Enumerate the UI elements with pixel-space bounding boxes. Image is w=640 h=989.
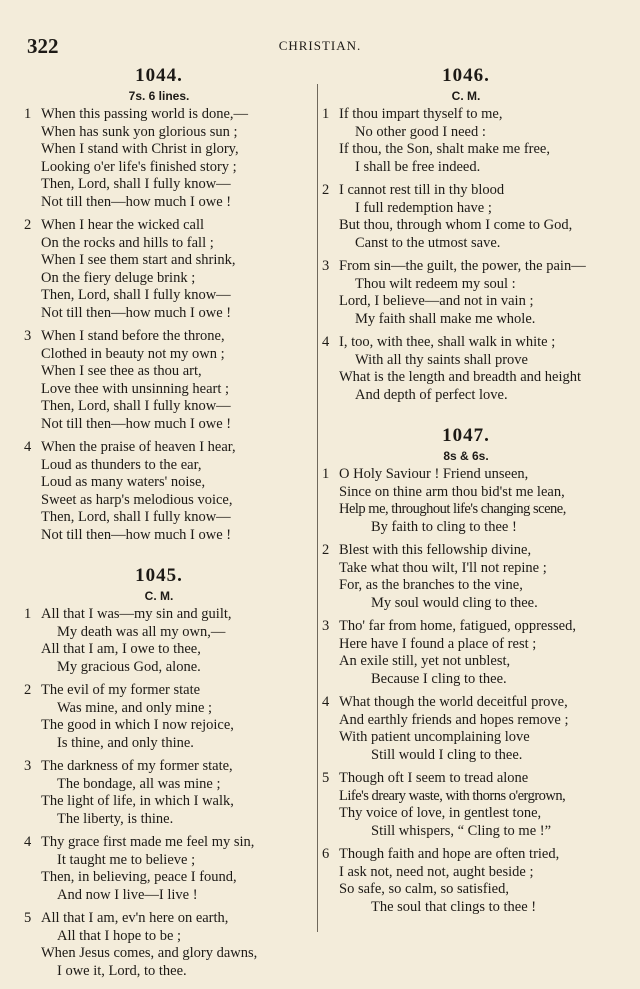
verse-line: When this passing world is done,— (41, 106, 249, 122)
verse-line: Still would I cling to thee. (371, 746, 523, 763)
verse-line: When I hear the wicked call (41, 217, 205, 233)
stanza-number: 4 (322, 694, 330, 710)
hymn-1047 (322, 424, 610, 916)
verse-line: Not till then—how much I owe ! (41, 193, 232, 210)
verse-line: The soul that clings to thee ! (371, 898, 537, 915)
stanza-number: 1 (322, 466, 330, 482)
stanza-number: 6 (322, 846, 330, 862)
verse-line: When I stand with Christ in glory, (41, 141, 239, 157)
stanza-number: 3 (322, 618, 330, 634)
verse-line: Then, Lord, shall I fully know— (41, 398, 231, 414)
verse-line: I ask not, need not, aught beside ; (339, 863, 534, 880)
verse-line: When I see thee as thou art, (41, 363, 202, 379)
stanza-number: 2 (24, 682, 32, 698)
verse-line: From sin—the guilt, the power, the pain— (339, 258, 586, 274)
verse-line: The darkness of my former state, (41, 758, 233, 774)
verse-line: No other good I need : (355, 123, 486, 140)
verse-line: With patient uncomplaining love (339, 729, 530, 745)
verse-line: Not till then—how much I owe ! (41, 526, 232, 543)
stanza (322, 182, 610, 252)
stanza-number: 2 (322, 542, 330, 558)
verse-line: When Jesus comes, and glory dawns, (41, 945, 258, 961)
verse-line: The liberty, is thine. (57, 810, 174, 827)
stanza (322, 258, 610, 328)
hymn-meter: C. M. (451, 89, 481, 103)
verse-line: And depth of perfect love. (355, 386, 508, 403)
hymn-1045 (24, 564, 294, 980)
verse-line: When the praise of heaven I hear, (41, 439, 236, 455)
stanza-number: 1 (322, 106, 330, 122)
verse-line: Then, Lord, shall I fully know— (41, 176, 231, 192)
page-number: 322 (27, 34, 59, 58)
verse-line: Blest with this fellowship divine, (339, 542, 532, 558)
verse-line: If thou impart thyself to me, (339, 106, 503, 122)
verse-line: For, as the branches to the vine, (339, 577, 523, 593)
verse-line: Though oft I seem to tread alone (339, 770, 529, 786)
stanza (322, 846, 610, 916)
verse-line: All that I am, ev'n here on earth, (41, 910, 229, 926)
verse-line: Lord, I believe—and not in vain ; (339, 293, 534, 309)
stanza-number: 1 (24, 606, 32, 622)
stanza-number: 4 (24, 834, 32, 850)
stanza (24, 910, 294, 980)
verse-line: Take what thou wilt, I'll not repine ; (339, 559, 547, 576)
verse-line: What is the length and breadth and height (339, 369, 581, 385)
verse-line: Not till then—how much I owe ! (41, 415, 232, 432)
page-header (0, 34, 640, 58)
stanza (322, 106, 610, 176)
verse-line: The light of life, in which I walk, (41, 793, 234, 809)
stanza-number: 4 (322, 334, 330, 350)
verse-line: When I see them start and shrink, (41, 252, 236, 268)
stanza (24, 217, 294, 322)
verse-line: On the fiery deluge brink ; (41, 269, 196, 286)
stanza (322, 618, 610, 688)
verse-line: My faith shall make me whole. (355, 310, 536, 327)
stanza (24, 106, 294, 211)
verse-line: Looking o'er life's finished story ; (41, 158, 237, 175)
verse-line: Thou wilt redeem my soul : (355, 275, 516, 292)
stanza-number: 5 (24, 910, 32, 926)
verse-line: Because I cling to thee. (371, 670, 507, 687)
verse-line: Thy voice of love, in gentlest tone, (339, 805, 542, 821)
verse-line: What though the world deceitful prove, (339, 694, 568, 710)
left-column (24, 64, 294, 986)
verse-line: Is thine, and only thine. (57, 734, 194, 751)
verse-line: By faith to cling to thee ! (371, 518, 517, 535)
verse-line: Loud as thunders to the ear, (41, 456, 202, 473)
stanza (24, 834, 294, 904)
hymn-meter: 7s. 6 lines. (128, 89, 190, 103)
verse-line: Thy grace first made me feel my sin, (41, 834, 255, 850)
verse-line: On the rocks and hills to fall ; (41, 234, 214, 251)
verse-line: Still whispers, “ Cling to me !” (371, 822, 552, 839)
stanza-number: 2 (322, 182, 330, 198)
hymn-1044 (24, 64, 294, 544)
hymn-number: 1045. (135, 565, 183, 586)
stanza (24, 439, 294, 544)
stanza-number: 1 (24, 106, 32, 122)
verse-line: I cannot rest till in thy blood (339, 182, 505, 198)
verse-line: All that I am, I owe to thee, (41, 641, 201, 657)
stanza-number: 5 (322, 770, 330, 786)
stanza (322, 466, 610, 536)
verse-line: Love thee with unsinning heart ; (41, 380, 230, 397)
column-divider (317, 84, 318, 932)
verse-line: I, too, with thee, shall walk in white ; (339, 334, 556, 350)
verse-line: The good in which I now rejoice, (41, 717, 234, 733)
verse-line: When has sunk yon glorious sun ; (41, 123, 238, 140)
hymn-number: 1044. (135, 65, 183, 86)
hymn-meter: C. M. (144, 589, 174, 603)
verse-line: An exile still, yet not unblest, (339, 653, 511, 669)
verse-line: Sweet as harp's melodious voice, (41, 491, 233, 508)
verse-line: All that I was—my sin and guilt, (41, 606, 232, 622)
verse-line: And now I live—I live ! (57, 886, 198, 903)
stanza-number: 2 (24, 217, 32, 233)
verse-line: Help me, throughout life's changing scene, (339, 501, 566, 517)
hymn-number: 1047. (442, 425, 490, 446)
verse-line: If thou, the Son, shalt make me free, (339, 141, 550, 157)
verse-line: The evil of my former state (41, 682, 201, 698)
verse-line: It taught me to believe ; (57, 851, 196, 868)
stanza (24, 682, 294, 752)
running-head: CHRISTIAN. (278, 38, 362, 53)
verse-line: Canst to the utmost save. (355, 234, 501, 251)
stanza (24, 328, 294, 433)
verse-line: Tho' far from home, fatigued, oppressed, (339, 618, 576, 634)
right-column (322, 64, 610, 922)
verse-line: But thou, through whom I come to God, (339, 217, 573, 233)
verse-line: I shall be free indeed. (355, 158, 481, 175)
verse-line: O Holy Saviour ! Friend unseen, (339, 466, 529, 482)
stanza-number: 4 (24, 439, 32, 455)
hymn-meter: 8s & 6s. (443, 449, 489, 463)
verse-line: The bondage, all was mine ; (57, 775, 221, 792)
verse-line: Not till then—how much I owe ! (41, 304, 232, 321)
verse-line: Was mine, and only mine ; (57, 699, 213, 716)
verse-line: All that I hope to be ; (57, 927, 182, 944)
stanza (322, 542, 610, 612)
verse-line: Life's dreary waste, with thorns o'ergrown, (339, 787, 566, 804)
verse-line: Then, Lord, shall I fully know— (41, 287, 231, 303)
verse-line: Though faith and hope are often tried, (339, 846, 560, 862)
stanza (322, 334, 610, 404)
hymn-1046 (322, 64, 610, 404)
verse-line: Here have I found a place of rest ; (339, 635, 537, 652)
verse-line: I owe it, Lord, to thee. (57, 962, 187, 979)
verse-line: Clothed in beauty not my own ; (41, 345, 225, 362)
verse-line: Since on thine arm thou bid'st me lean, (339, 483, 565, 500)
verse-line: Then, in believing, peace I found, (41, 869, 237, 885)
verse-line: Then, Lord, shall I fully know— (41, 509, 231, 525)
stanza-number: 3 (322, 258, 330, 274)
stanza (322, 770, 610, 840)
verse-line: My soul would cling to thee. (371, 594, 538, 611)
verse-line: And earthly friends and hopes remove ; (339, 711, 569, 728)
stanza-number: 3 (24, 758, 32, 774)
verse-line: Loud as many waters' noise, (41, 474, 206, 490)
stanza-number: 3 (24, 328, 32, 344)
stanza (24, 606, 294, 676)
verse-line: So safe, so calm, so satisfied, (339, 881, 509, 897)
verse-line: My gracious God, alone. (57, 658, 201, 675)
verse-line: When I stand before the throne, (41, 328, 225, 344)
verse-line: I full redemption have ; (355, 199, 492, 216)
verse-line: With all thy saints shall prove (355, 351, 528, 368)
verse-line: My death was all my own,— (57, 623, 226, 640)
stanza (24, 758, 294, 828)
hymn-number: 1046. (442, 65, 490, 86)
stanza (322, 694, 610, 764)
